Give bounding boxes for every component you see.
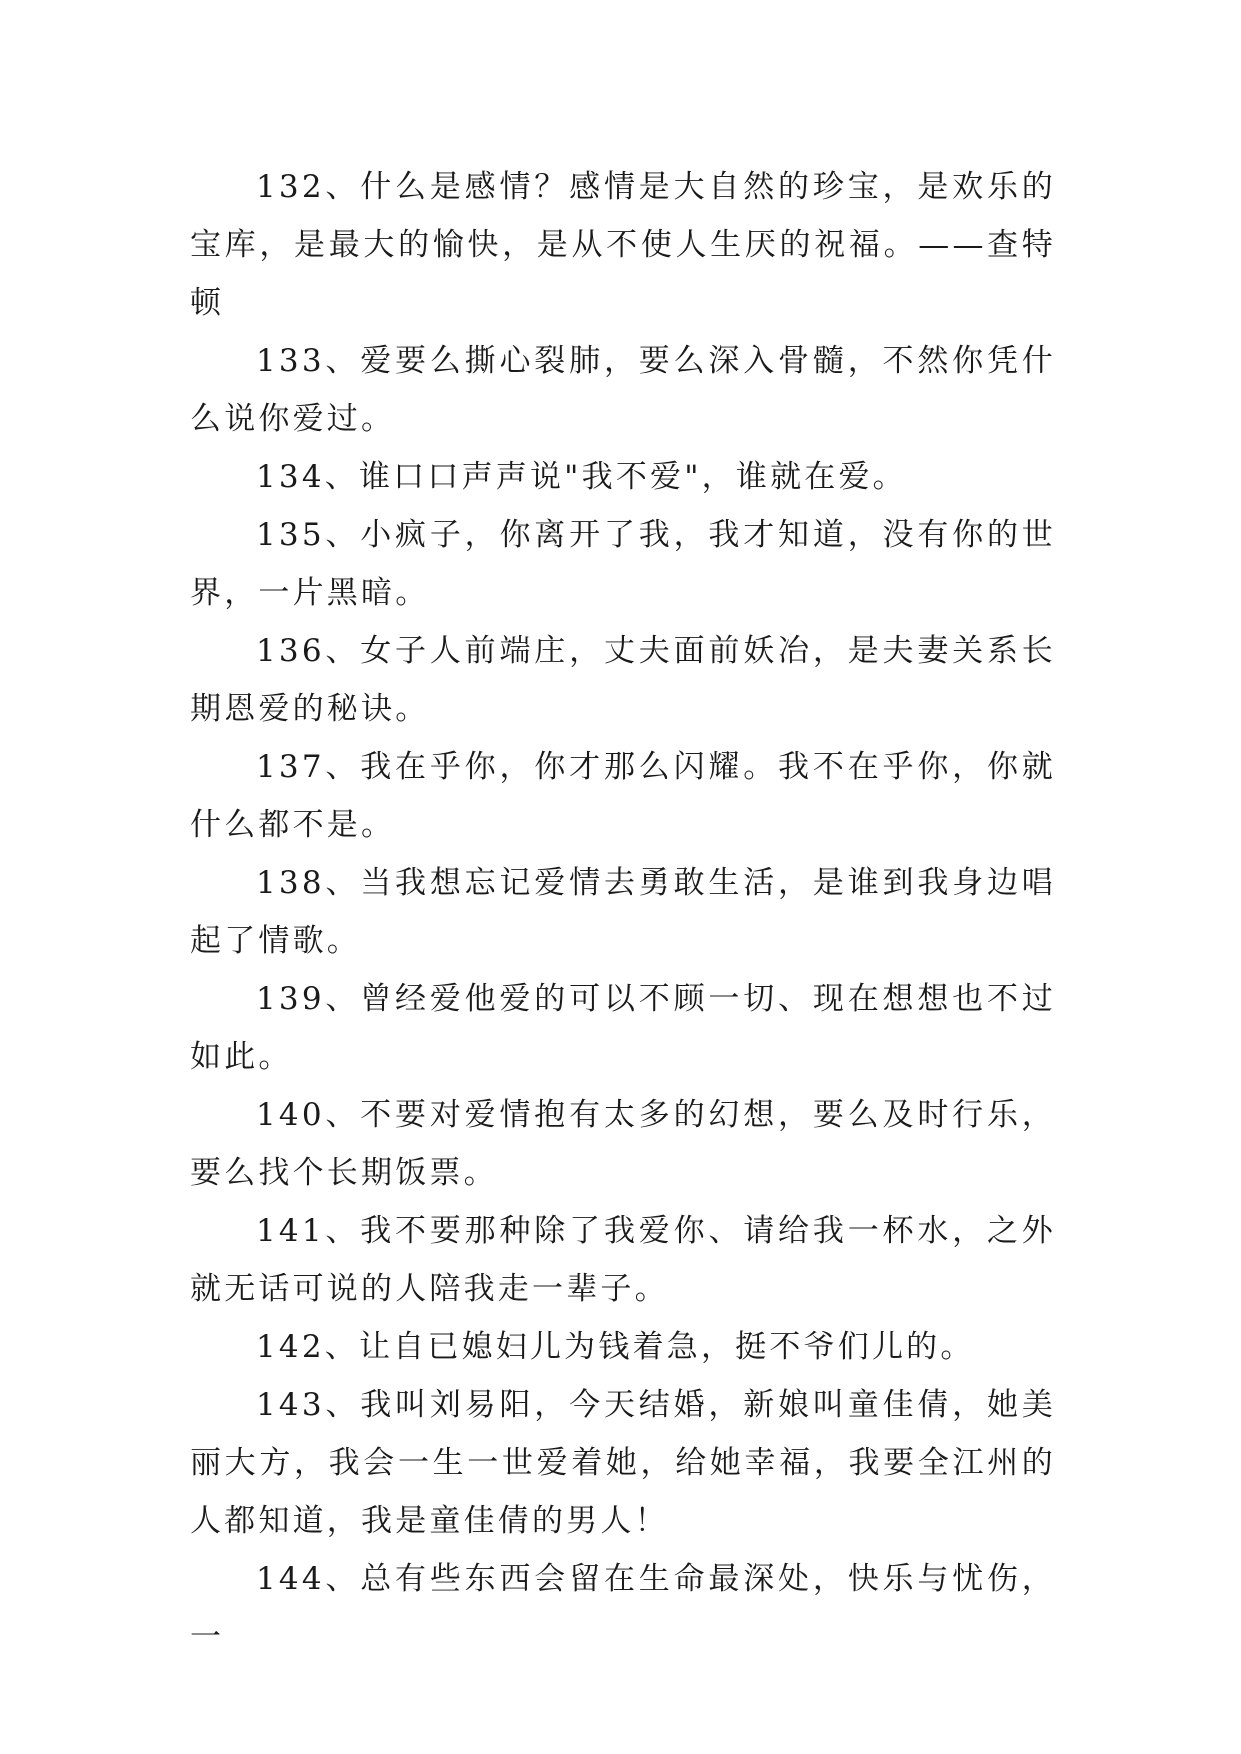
paragraph-135: 135、小疯子，你离开了我，我才知道，没有你的世界，一片黑暗。 <box>190 517 1056 611</box>
paragraph-142: 142、让自已媳妇儿为钱着急，挺不爷们儿的。 <box>256 1329 975 1365</box>
paragraph-134: 134、谁口口声声说"我不爱"，谁就在爱。 <box>256 459 907 495</box>
paragraph-138: 138、当我想忘记爱情去勇敢生活，是谁到我身边唱起了情歌。 <box>190 865 1056 959</box>
paragraph-143: 143、我叫刘易阳，今天结婚，新娘叫童佳倩，她美丽大方，我会一生一世爱着她，给她幸福，我要全江州的人都知道，我是童佳倩的男人！ <box>190 1387 1056 1539</box>
paragraph-140: 140、不要对爱情抱有太多的幻想，要么及时行乐，要么找个长期饭票。 <box>190 1097 1056 1191</box>
paragraph-136: 136、女子人前端庄，丈夫面前妖冶，是夫妻关系长期恩爱的秘诀。 <box>190 633 1056 727</box>
paragraph-133: 133、爱要么撕心裂肺，要么深入骨髓，不然你凭什么说你爱过。 <box>190 343 1056 437</box>
paragraph-141: 141、我不要那种除了我爱你、请给我一杯水，之外就无话可说的人陪我走一辈子。 <box>190 1213 1056 1307</box>
paragraph-139: 139、曾经爱他爱的可以不顾一切、现在想想也不过如此。 <box>190 981 1056 1075</box>
paragraph-132: 132、什么是感情？感情是大自然的珍宝，是欢乐的宝库，是最大的愉快，是从不使人生厌的祝福。——查特顿 <box>190 169 1056 321</box>
document-body <box>190 158 1056 1666</box>
paragraph-137: 137、我在乎你，你才那么闪耀。我不在乎你，你就什么都不是。 <box>190 749 1056 843</box>
paragraph-144: 144、总有些东西会留在生命最深处，快乐与忧伤，一 <box>190 1561 1056 1655</box>
